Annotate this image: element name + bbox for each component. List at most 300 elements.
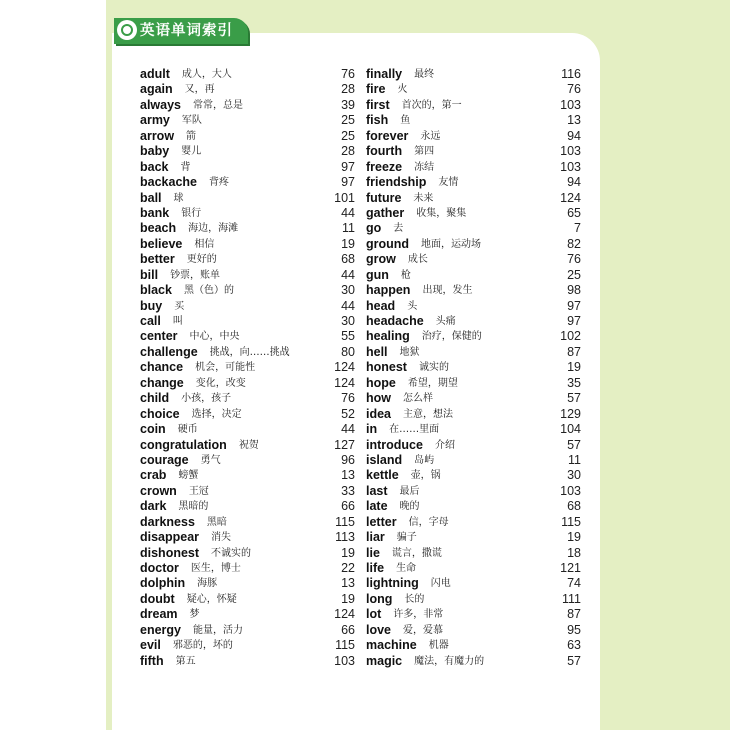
- index-entry: [140, 623, 355, 638]
- entry-word: kettle: [366, 468, 399, 483]
- entry-page: 103: [334, 653, 355, 668]
- entry-page: 44: [341, 205, 355, 220]
- entry-page: 25: [567, 267, 581, 282]
- index-entry: [140, 67, 355, 82]
- entry-meaning: 出现，发生: [422, 285, 473, 297]
- entry-word: long: [366, 591, 393, 606]
- entry-meaning: 头痛: [435, 316, 456, 327]
- entry-page: 22: [341, 561, 355, 575]
- entry-page: 80: [341, 344, 355, 359]
- entry-page: 13: [341, 468, 355, 483]
- entry-word: center: [140, 329, 178, 344]
- entry-word: forever: [366, 128, 409, 143]
- page-title: 英语单词索引: [140, 23, 233, 39]
- entry-page: 28: [341, 82, 355, 97]
- entry-page: 129: [560, 406, 581, 421]
- entry-word: fifth: [140, 653, 164, 668]
- entry-word: better: [140, 252, 175, 267]
- entry-word: crab: [140, 468, 167, 483]
- entry-word: chance: [140, 360, 184, 375]
- index-entry: [366, 468, 581, 483]
- index-entry: [366, 314, 581, 329]
- entry-page: 94: [567, 128, 581, 143]
- entry-meaning: 银行: [181, 207, 202, 219]
- index-entry: [366, 607, 581, 622]
- index-entry: [140, 453, 355, 468]
- entry-word: disappear: [140, 530, 200, 545]
- index-entry: [366, 221, 581, 236]
- entry-page: 30: [567, 468, 581, 483]
- index-entry: [140, 391, 355, 406]
- entry-word: how: [366, 391, 391, 406]
- entry-meaning: 球: [173, 192, 184, 204]
- entry-meaning: 挑战，向……挑战: [209, 346, 290, 358]
- entry-word: backache: [140, 175, 197, 190]
- entry-word: congratulation: [140, 437, 227, 452]
- index-entry: [140, 530, 355, 545]
- entry-page: 98: [567, 283, 581, 298]
- index-entry: [140, 98, 355, 113]
- entry-word: future: [366, 190, 402, 205]
- entry-page: 115: [335, 514, 355, 529]
- entry-word: headache: [366, 314, 424, 328]
- entry-meaning: 婴儿: [181, 146, 202, 158]
- index-entry: [366, 530, 581, 545]
- entry-page: 76: [567, 252, 581, 267]
- entry-page: 127: [334, 437, 355, 452]
- entry-meaning: 选择，决定: [191, 408, 242, 420]
- entry-meaning: 在……里面: [389, 424, 440, 436]
- entry-page: 11: [342, 221, 355, 236]
- entry-page: 44: [341, 422, 355, 437]
- index-entry: [140, 283, 355, 298]
- entry-page: 19: [341, 545, 355, 560]
- entry-word: lie: [366, 545, 380, 560]
- entry-page: 97: [567, 314, 581, 328]
- index-entry: [366, 484, 581, 499]
- entry-word: liar: [366, 530, 385, 545]
- index-entry: [140, 654, 355, 669]
- entry-page: 103: [560, 144, 581, 159]
- entry-meaning: 成人，大人: [181, 69, 232, 80]
- entry-word: doctor: [140, 561, 179, 575]
- entry-word: black: [140, 283, 172, 298]
- index-entry: [366, 422, 581, 437]
- entry-meaning: 主意，想法: [403, 408, 454, 420]
- entry-page: 97: [341, 159, 355, 174]
- entry-word: grow: [366, 252, 396, 267]
- entry-meaning: 又，再: [184, 84, 215, 96]
- word-column-right: [366, 67, 581, 669]
- entry-meaning: 中心，中央: [189, 331, 240, 343]
- entry-meaning: 机会，可能性: [195, 362, 256, 374]
- entry-page: 25: [341, 113, 355, 128]
- entry-word: happen: [366, 283, 411, 298]
- index-entry: [140, 407, 355, 422]
- entry-word: courage: [140, 452, 189, 467]
- entry-page: 33: [341, 483, 355, 498]
- entry-word: life: [366, 561, 385, 575]
- entry-word: magic: [366, 653, 403, 668]
- entry-word: believe: [140, 236, 183, 251]
- entry-meaning: 勇气: [200, 454, 221, 466]
- entry-page: 63: [567, 638, 581, 653]
- entry-page: 66: [341, 622, 355, 637]
- entry-page: 82: [567, 236, 581, 251]
- index-entry: [140, 546, 355, 561]
- index-entry: [140, 113, 355, 128]
- entry-word: in: [366, 422, 378, 437]
- entry-page: 57: [567, 653, 581, 668]
- entry-word: introduce: [366, 437, 423, 452]
- entry-meaning: 首次的，第一: [401, 99, 462, 111]
- entry-word: always: [140, 97, 182, 112]
- entry-page: 44: [341, 298, 355, 313]
- entry-word: bill: [140, 267, 159, 282]
- entry-page: 97: [341, 175, 355, 190]
- entry-meaning: 螃蟹: [178, 470, 199, 482]
- entry-page: 11: [568, 452, 581, 467]
- index-entry: [140, 129, 355, 144]
- index-entry: [140, 144, 355, 159]
- entry-word: freeze: [366, 159, 403, 174]
- entry-meaning: 相信: [194, 238, 215, 250]
- index-entry: [140, 237, 355, 252]
- entry-meaning: 地面，运动场: [421, 238, 482, 250]
- entry-meaning: 骗子: [396, 532, 417, 544]
- index-entry: [140, 299, 355, 314]
- index-entry: [366, 329, 581, 344]
- entry-page: 25: [341, 128, 355, 143]
- entry-page: 124: [560, 190, 581, 205]
- entry-page: 55: [341, 329, 355, 344]
- entry-meaning: 变化，改变: [195, 377, 246, 389]
- entry-page: 30: [341, 283, 355, 298]
- book-icon: [117, 20, 137, 40]
- entry-meaning: 未来: [413, 192, 434, 204]
- entry-word: call: [140, 314, 161, 328]
- entry-meaning: 去: [393, 223, 404, 235]
- entry-page: 124: [334, 375, 355, 390]
- entry-word: bank: [140, 205, 170, 220]
- entry-word: healing: [366, 329, 410, 344]
- entry-word: ball: [140, 190, 162, 205]
- entry-page: 115: [561, 514, 581, 529]
- entry-page: 95: [567, 622, 581, 637]
- entry-meaning: 背疼: [208, 177, 229, 189]
- entry-meaning: 爱，爱慕: [403, 624, 444, 636]
- entry-meaning: 地狱: [399, 346, 420, 358]
- entry-word: hell: [366, 344, 388, 359]
- index-entry: [366, 499, 581, 514]
- entry-word: ground: [366, 236, 410, 251]
- index-entry: [140, 638, 355, 653]
- entry-meaning: 买: [174, 300, 185, 312]
- entry-word: coin: [140, 422, 166, 437]
- entry-word: hope: [366, 375, 396, 390]
- index-entry: [140, 360, 355, 375]
- entry-meaning: 壶，锅: [410, 470, 441, 482]
- entry-word: gun: [366, 267, 389, 282]
- index-entry: [366, 113, 581, 128]
- entry-meaning: 魔法，有魔力的: [414, 655, 485, 667]
- entry-meaning: 海边，海滩: [188, 223, 239, 235]
- entry-page: 68: [341, 252, 355, 267]
- index-entry: [140, 592, 355, 607]
- entry-word: first: [366, 97, 390, 112]
- entry-word: darkness: [140, 514, 195, 529]
- entry-word: head: [366, 298, 396, 313]
- entry-page: 124: [334, 360, 355, 375]
- entry-meaning: 闪电: [430, 578, 451, 590]
- entry-meaning: 晚的: [399, 501, 420, 513]
- index-entry: [366, 360, 581, 375]
- entry-meaning: 岛屿: [414, 454, 435, 466]
- entry-page: 113: [335, 530, 355, 545]
- entry-word: evil: [140, 638, 161, 653]
- entry-meaning: 箭: [186, 130, 197, 142]
- entry-word: fish: [366, 113, 389, 128]
- entry-page: 111: [561, 591, 581, 606]
- entry-page: 124: [334, 607, 355, 622]
- entry-word: buy: [140, 298, 163, 313]
- entry-meaning: 疑心，怀疑: [186, 593, 237, 605]
- entry-word: idea: [366, 406, 392, 421]
- index-entry: [366, 345, 581, 360]
- entry-meaning: 治疗，保健的: [421, 331, 482, 343]
- entry-page: 87: [567, 607, 581, 622]
- entry-meaning: 能量，活力: [193, 624, 243, 636]
- entry-page: 66: [341, 499, 355, 514]
- index-entry: [366, 283, 581, 298]
- index-entry: [140, 422, 355, 437]
- entry-page: 68: [567, 499, 581, 514]
- entry-page: 52: [341, 406, 355, 421]
- index-entry: [366, 453, 581, 468]
- entry-page: 102: [560, 329, 581, 344]
- entry-page: 19: [567, 530, 581, 545]
- entry-meaning: 机器: [428, 640, 449, 652]
- entry-meaning: 医生，博士: [190, 563, 241, 574]
- index-entry: [366, 160, 581, 175]
- entry-word: friendship: [366, 175, 427, 190]
- entry-page: 116: [561, 67, 581, 81]
- entry-word: machine: [366, 638, 417, 653]
- entry-page: 13: [341, 576, 355, 591]
- entry-page: 97: [567, 298, 581, 313]
- entry-meaning: 火: [397, 84, 408, 96]
- entry-page: 103: [560, 159, 581, 174]
- entry-page: 76: [341, 391, 355, 406]
- entry-word: arrow: [140, 128, 175, 143]
- entry-meaning: 海豚: [197, 578, 218, 590]
- entry-page: 35: [567, 375, 581, 390]
- entry-meaning: 枪: [400, 269, 411, 281]
- entry-page: 18: [567, 545, 581, 560]
- entry-word: challenge: [140, 344, 198, 359]
- index-entry: [140, 82, 355, 97]
- entry-word: fourth: [366, 144, 403, 159]
- index-entry: [140, 268, 355, 283]
- index-entry: [366, 561, 581, 576]
- entry-page: 13: [567, 113, 581, 128]
- entry-meaning: 王冠: [188, 485, 209, 497]
- entry-page: 65: [567, 205, 581, 220]
- index-entry: [140, 314, 355, 329]
- entry-word: fire: [366, 82, 386, 97]
- entry-meaning: 生命: [396, 563, 417, 574]
- index-entry: [140, 438, 355, 453]
- entry-page: 121: [560, 561, 581, 575]
- entry-word: back: [140, 159, 169, 174]
- entry-word: love: [366, 622, 392, 637]
- index-entry: [366, 82, 581, 97]
- index-entry: [366, 623, 581, 638]
- entry-word: energy: [140, 622, 181, 637]
- entry-word: go: [366, 221, 382, 236]
- entry-meaning: 第四: [414, 146, 435, 158]
- entry-meaning: 收集，聚集: [416, 207, 467, 219]
- entry-page: 94: [567, 175, 581, 190]
- entry-meaning: 更好的: [186, 254, 217, 266]
- entry-meaning: 黑暗: [206, 516, 227, 528]
- entry-meaning: 叫: [172, 316, 183, 327]
- index-entry: [140, 175, 355, 190]
- entry-meaning: 第五: [175, 655, 196, 667]
- entry-meaning: 介绍: [434, 439, 455, 451]
- entry-meaning: 冻结: [414, 161, 435, 173]
- entry-word: dream: [140, 607, 178, 622]
- entry-meaning: 许多，非常: [393, 609, 444, 621]
- entry-page: 74: [567, 576, 581, 591]
- entry-meaning: 消失: [211, 532, 232, 544]
- entry-word: dark: [140, 499, 167, 514]
- entry-page: 19: [341, 591, 355, 606]
- entry-page: 103: [560, 483, 581, 498]
- index-entry: [140, 160, 355, 175]
- index-entry: [366, 175, 581, 190]
- entry-word: army: [140, 113, 170, 128]
- index-entry: [140, 576, 355, 591]
- entry-word: lot: [366, 607, 382, 622]
- index-entry: [140, 329, 355, 344]
- index-entry: [140, 376, 355, 391]
- entry-word: change: [140, 375, 184, 390]
- entry-page: 87: [567, 344, 581, 359]
- entry-meaning: 黑暗的: [178, 501, 209, 513]
- entry-meaning: 小孩，孩子: [181, 393, 232, 405]
- entry-page: 115: [335, 638, 355, 653]
- entry-word: adult: [140, 67, 170, 81]
- entry-page: 76: [567, 82, 581, 97]
- index-entry: [140, 191, 355, 206]
- entry-word: finally: [366, 67, 403, 81]
- entry-page: 104: [560, 422, 581, 437]
- entry-page: 103: [560, 97, 581, 112]
- entry-page: 19: [341, 236, 355, 251]
- entry-word: doubt: [140, 591, 175, 606]
- entry-meaning: 友情: [438, 177, 459, 189]
- entry-meaning: 最后: [399, 485, 420, 497]
- index-entry: [366, 515, 581, 530]
- index-entry: [140, 221, 355, 236]
- entry-meaning: 希望，期望: [407, 377, 458, 389]
- entry-meaning: 谎言，撒谎: [391, 547, 442, 559]
- entry-page: 19: [567, 360, 581, 375]
- index-entry: [140, 484, 355, 499]
- index-entry: [366, 299, 581, 314]
- entry-page: 7: [574, 221, 581, 236]
- index-entry: [366, 252, 581, 267]
- entry-word: late: [366, 499, 388, 514]
- index-entry: [366, 376, 581, 391]
- index-entry: [140, 561, 355, 576]
- entry-page: 44: [341, 267, 355, 282]
- index-entry: [140, 345, 355, 360]
- index-entry: [366, 391, 581, 406]
- entry-word: again: [140, 82, 173, 97]
- index-entry: [366, 67, 581, 82]
- entry-page: 28: [341, 144, 355, 159]
- entry-word: last: [366, 483, 388, 498]
- entry-page: 57: [567, 391, 581, 406]
- entry-word: island: [366, 452, 403, 467]
- entry-meaning: 头: [407, 300, 418, 312]
- entry-word: child: [140, 391, 170, 406]
- index-entry: [366, 546, 581, 561]
- entry-word: honest: [366, 360, 407, 375]
- index-entry: [366, 206, 581, 221]
- index-entry: [366, 592, 581, 607]
- entry-page: 57: [567, 437, 581, 452]
- index-entry: [366, 654, 581, 669]
- entry-meaning: 钞票，账单: [170, 269, 221, 281]
- entry-meaning: 黑（色）的: [183, 285, 234, 297]
- index-entry: [366, 576, 581, 591]
- index-entry: [366, 129, 581, 144]
- entry-page: 39: [341, 97, 355, 112]
- entry-word: dolphin: [140, 576, 186, 591]
- entry-meaning: 硬币: [177, 424, 198, 436]
- entry-page: 96: [341, 452, 355, 467]
- entry-meaning: 祝贺: [238, 439, 259, 451]
- index-entry: [366, 638, 581, 653]
- index-entry: [366, 144, 581, 159]
- entry-meaning: 梦: [189, 609, 200, 621]
- entry-page: 101: [334, 190, 355, 205]
- entry-page: 30: [341, 314, 355, 328]
- entry-word: choice: [140, 406, 180, 421]
- entry-meaning: 邪恶的，坏的: [172, 640, 233, 652]
- index-entry: [366, 98, 581, 113]
- entry-meaning: 怎么样: [403, 393, 433, 405]
- entry-meaning: 成长: [407, 254, 428, 266]
- index-entry: [140, 499, 355, 514]
- index-entry: [366, 237, 581, 252]
- entry-meaning: 信，字母: [408, 516, 449, 528]
- index-entry: [366, 191, 581, 206]
- entry-meaning: 诚实的: [418, 362, 449, 374]
- entry-meaning: 长的: [404, 593, 425, 605]
- index-entry: [366, 268, 581, 283]
- index-entry: [366, 438, 581, 453]
- entry-meaning: 常常，总是: [193, 99, 244, 111]
- index-entry: [140, 252, 355, 267]
- entry-meaning: 最终: [414, 69, 435, 80]
- entry-word: letter: [366, 514, 397, 529]
- index-entry: [140, 206, 355, 221]
- word-column-left: [140, 67, 355, 669]
